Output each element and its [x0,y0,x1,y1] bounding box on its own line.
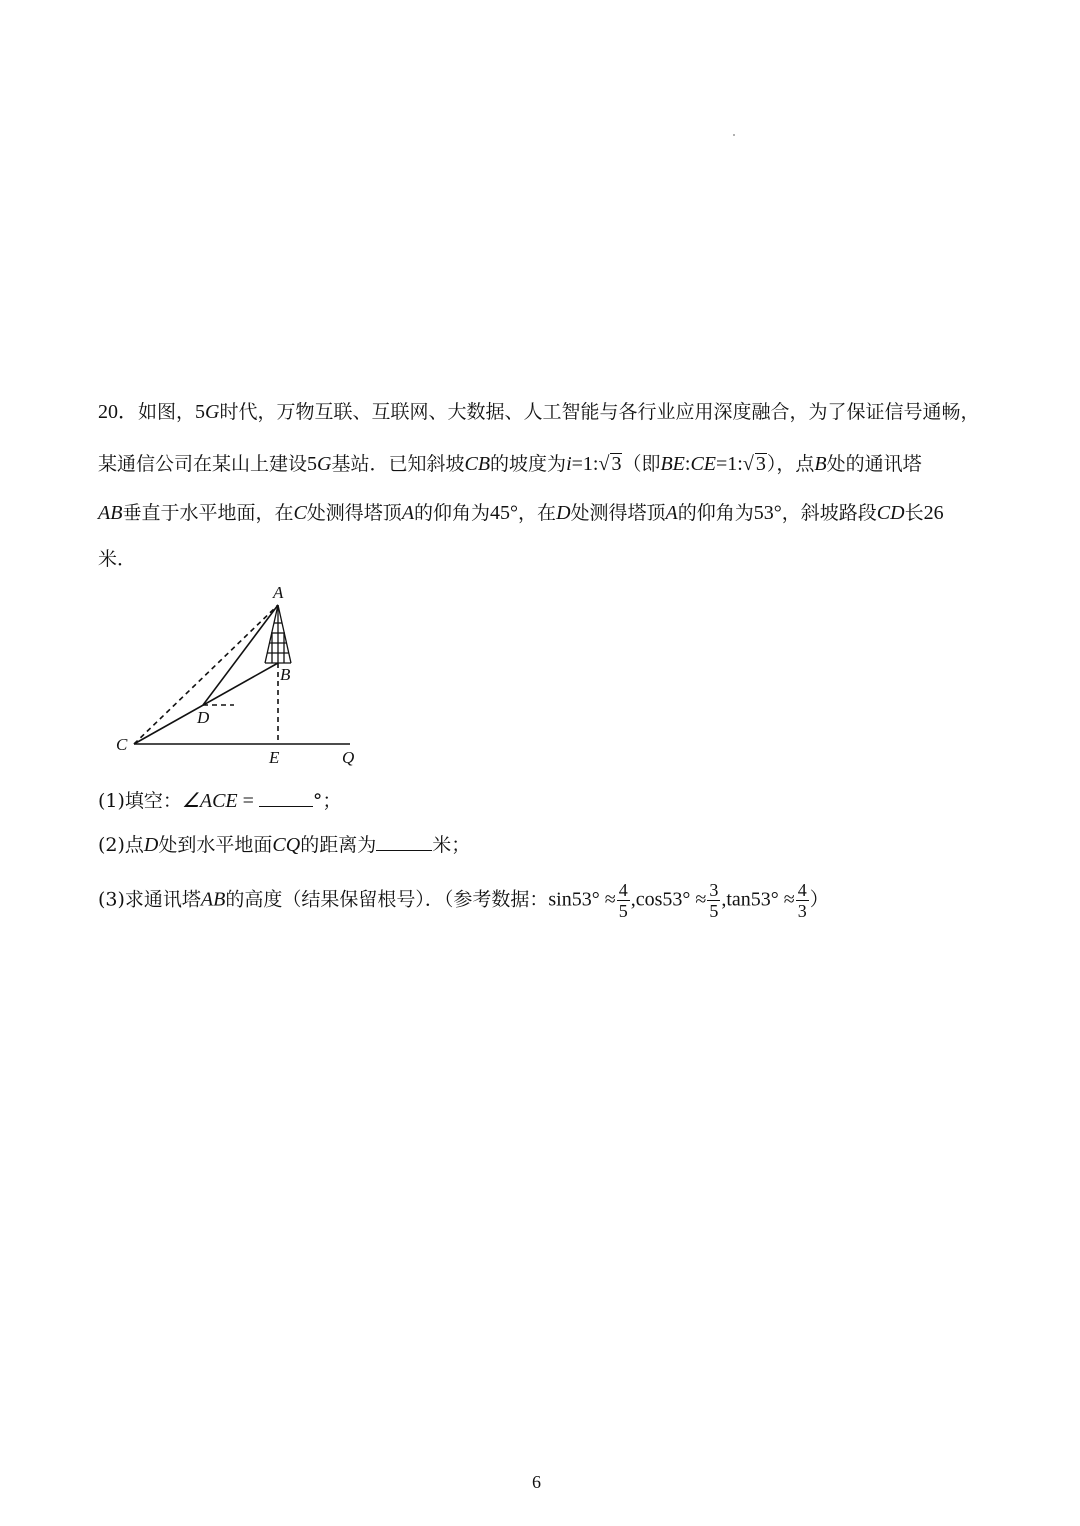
text: 处的通讯塔 [826,453,922,475]
text: (1)填空： [98,790,182,812]
scan-speck [733,134,735,136]
text: 的高度（结果保留根号）．（参考数据： [225,888,549,911]
text: CE [690,453,717,475]
fraction-cos [707,880,720,921]
text: =1: [571,453,599,475]
text: A [401,502,415,524]
text: ∠ACE [181,790,238,812]
text: 5 [195,401,206,423]
text: 26 [923,502,944,524]
sqrt-radicand: 3 [755,453,766,475]
label-a: A [273,583,284,602]
numerator: 4 [618,880,628,900]
text: 的距离为 [300,834,377,856]
page-number: 6 [532,1472,541,1492]
text: sin53° ≈ [548,888,616,911]
text: = [237,790,259,812]
text: ,tan53° ≈ [721,888,795,911]
text: AB [98,502,123,524]
denominator: 3 [797,901,807,921]
text: 垂直于水平地面，在 [122,502,294,524]
text: ,cos53° ≈ [630,888,707,911]
label-e: E [269,748,280,767]
text: G [317,453,332,475]
fraction-tan [796,880,809,921]
text: 处到水平地面 [158,834,273,856]
text: 基站．已知斜坡 [331,453,465,475]
text: ，在 [518,502,557,524]
answer-blank-1[interactable] [259,788,313,807]
text: C [293,502,307,524]
text: CQ [272,834,301,856]
fraction-sin [617,880,630,921]
text: (3)求通讯塔 [98,888,201,911]
text: CD [876,502,905,524]
label-b: B [280,665,291,684]
text: 5 [307,453,318,475]
text: =1: [716,453,743,475]
label-c: C [116,735,128,754]
text: 米； [432,834,471,856]
text: D [556,502,571,524]
text: B [814,453,827,475]
text: AB [200,888,226,911]
label-d: D [197,708,210,727]
text: 的仰角为 [677,502,754,524]
geometry-figure [110,580,370,775]
text: ），点 [766,453,815,475]
sqrt-radicand: 3 [611,453,622,475]
text: 的仰角为 [414,502,491,524]
problem-line-2: 某通信公司在某山上建设5G基站．已知斜坡CB的坡度为i=1:√ 3（即BE:CE=1:√ 3），点B处的通讯塔 [98,453,922,475]
text: 米． [98,548,137,570]
question-3 [98,880,829,921]
problem-line-4 [98,545,136,573]
text: 53° [753,502,782,524]
problem-line-3 [98,499,944,527]
problem-line-1 [98,398,979,426]
text: °； [312,790,342,812]
question-1 [98,787,341,815]
label-q: Q [342,748,355,767]
numerator: 3 [709,880,719,900]
text: CB [464,453,491,475]
text: (2)点 [98,834,144,856]
text: 时代，万物互联、互联网、大数据、人工智能与各行业应用深度融合，为了保证信号通畅， [219,401,980,423]
text: 45° [490,502,519,524]
denominator: 5 [618,901,628,921]
text: BE [660,453,685,475]
text: 某通信公司在某山上建设 [98,453,308,475]
text: 的坡度为 [490,453,567,475]
text: i [566,453,572,475]
text: D [143,834,159,856]
text: （即 [622,453,661,475]
answer-blank-2[interactable] [376,832,432,851]
text: ） [809,888,829,911]
text: 处测得塔顶 [306,502,402,524]
text: 长 [904,502,924,524]
tower-icon [265,605,291,663]
denominator: 5 [709,901,719,921]
numerator: 4 [797,880,807,900]
text: G [205,401,220,423]
text: 处测得塔顶 [570,502,666,524]
question-2 [98,831,470,859]
problem-number: 20． [98,401,138,423]
text: 如图， [138,401,196,423]
text: : [684,453,691,475]
text: A [665,502,678,524]
text: ，斜坡路段 [781,502,877,524]
